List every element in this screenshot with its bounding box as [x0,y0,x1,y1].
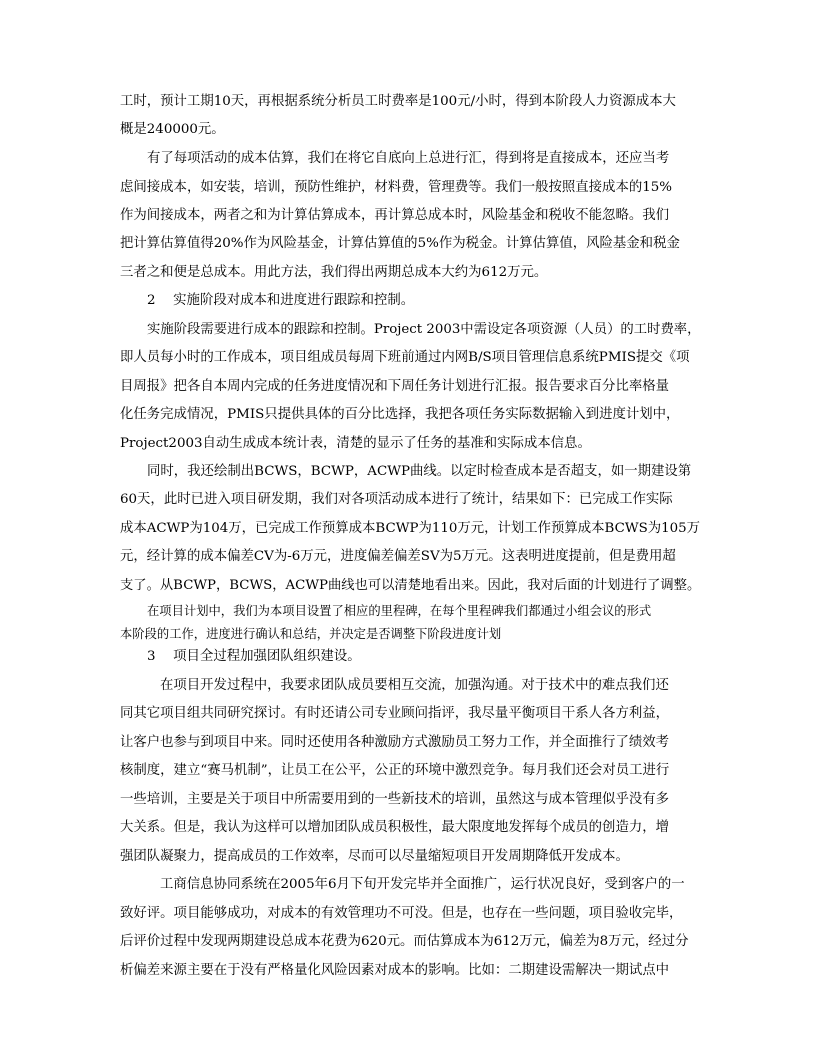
paragraph-line: 实施阶段需要进行成本的跟踪和控制。Project 2003中需设定各项资源（人员）的工时费率， [147,322,701,337]
paragraph-line: 大关系。但是，我认为这样可以增加团队成员积极性，最大限度地发挥每个成员的创造力，增 [120,820,670,835]
paragraph-line: 即人员每小时的工作成本，项目组成员每周下班前通过内网B/S项目管理信息系统PMIS提交《项 [120,350,690,365]
paragraph-line: 元，经计算的成本偏差CV为-6万元，进度偏差偏差SV为5万元。这表明进度提前，但是费用超 [120,549,676,564]
section-heading: 2 实施阶段对成本和进度进行跟踪和控制。 [147,293,415,308]
paragraph-line: 在项目计划中，我们为本项目设置了相应的里程碑，在每个里程碑我们都通过小组会议的形式 [147,604,652,618]
paragraph-line: 核制度，建立“赛马机制”，让员工在公平，公正的环境中激烈竞争。每月我们还会对员工进行 [120,763,670,778]
paragraph-line: 在项目开发过程中，我要求团队成员要相互交流，加强沟通。对于技术中的难点我们还 [160,678,669,693]
paragraph-line: 60天，此时已进入项目研发期，我们对各项活动成本进行了统计，结果如下：已完成工作实际 [120,492,673,507]
paragraph-line: 支了。从BCWP，BCWS，ACWP曲线也可以清楚地看出来。因此，我对后面的计划进行了调整。 [120,578,701,593]
paragraph-line: 致好评。项目能够成功，对成本的有效管理功不可没。但是，也存在一些问题，项目验收完毕， [120,906,683,921]
section-heading: 3 项目全过程加强团队组织建设。 [147,649,361,664]
paragraph-line: 成本ACWP为104万，已完成工作预算成本BCWP为110万元，计划工作预算成本BCWS为105万 [120,521,701,536]
paragraph-line: 工时，预计工期10天，再根据系统分析员工时费率是100元/小时，得到本阶段人力资源成本大 [120,94,676,109]
paragraph-line: 虑间接成本，如安装，培训，预防性维护，材料费，管理费等。我们一般按照直接成本的15% [120,180,672,195]
paragraph-line: 概是240000元。 [120,122,225,137]
paragraph-line: 强团队凝聚力，提高成员的工作效率，尽而可以尽量缩短项目开发周期降低开发成本。 [120,849,629,864]
paragraph-line: 后评价过程中发现两期建设总成本花费为620元。而估算成本为612万元，偏差为8万元，经过分 [120,934,689,949]
paragraph-line: 作为间接成本，两者之和为计算估算成本，再计算总成本时，风险基金和税收不能忽略。我们 [120,208,670,223]
paragraph-line: 有了每项活动的成本估算，我们在将它自底向上总进行汇，得到将是直接成本，还应当考 [147,151,670,166]
paragraph-line: 工商信息协同系统在2005年6月下旬开发完毕并全面推广，运行状况良好，受到客户的一 [160,877,685,892]
paragraph-line: 把计算估算值得20%作为风险基金，计算估算值的5%作为税金。计算估算值，风险基金和税金 [120,236,680,251]
paragraph-line: 目周报》把各自本周内完成的任务进度情况和下周任务计划进行汇报。报告要求百分比率格量 [120,379,670,394]
paragraph-line: 析偏差来源主要在于没有严格量化风险因素对成本的影响。比如：二期建设需解决一期试点中 [120,963,670,978]
paragraph-line: 化任务完成情况，PMIS只提供具体的百分比选择，我把各项任务实际数据输入到进度计划中， [120,407,680,422]
paragraph-line: 同其它项目组共同研究探讨。有时还请公司专业顾问指评，我尽量平衡项目干系人各方利益， [120,706,670,721]
paragraph-line: 本阶段的工作，进度进行确认和总结，并决定是否调整下阶段进度计划 [120,627,502,641]
paragraph-line: 一些培训，主要是关于项目中所需要用到的一些新技术的培训，虽然这与成本管理似乎没有多 [120,792,670,807]
paragraph-line: Project2003自动生成成本统计表，清楚的显示了任务的基准和实际成本信息。 [120,436,591,451]
paragraph-line: 同时，我还绘制出BCWS，BCWP，ACWP曲线。以定时检查成本是否超支，如一期建设第 [147,464,692,479]
paragraph-line: 三者之和便是总成本。用此方法，我们得出两期总成本大约为612万元。 [120,265,548,280]
paragraph-line: 让客户也参与到项目中来。同时还使用各种激励方式激励员工努力工作，并全面推行了绩效考 [120,735,670,750]
